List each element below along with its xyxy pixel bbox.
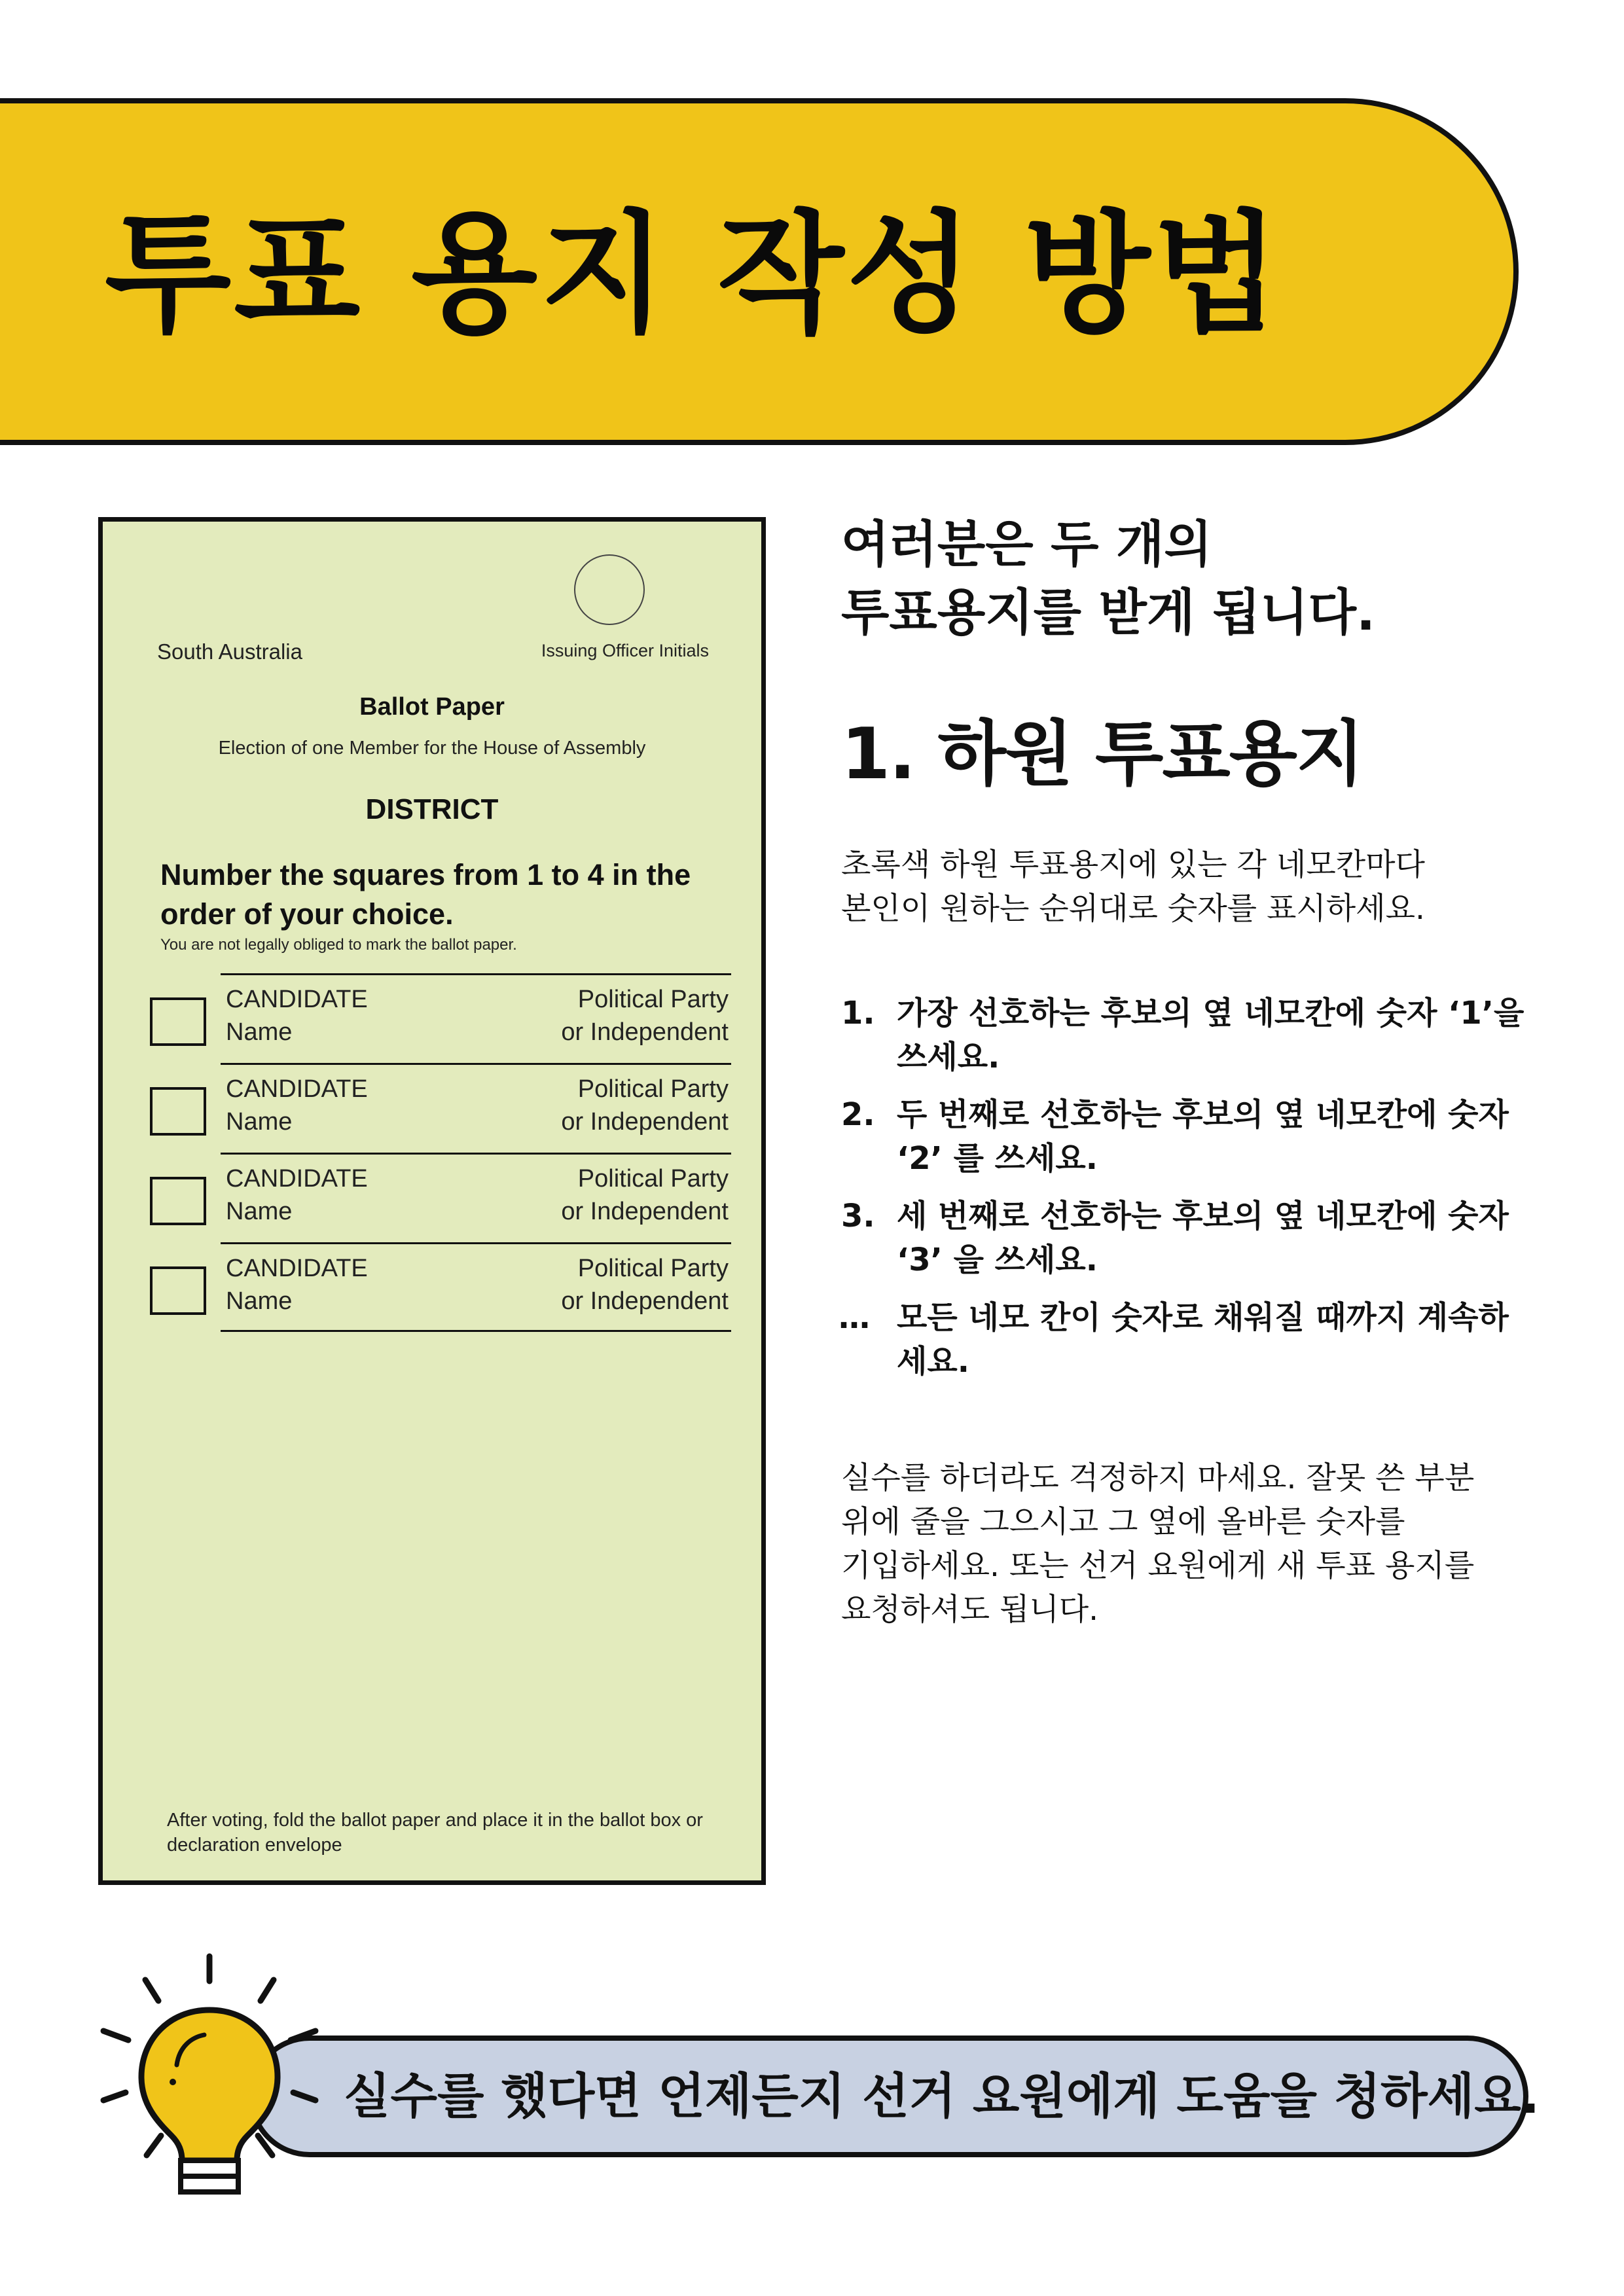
tip-text: 실수를 했다면 언제든지 선거 요원에게 도움을 청하세요. [344, 2068, 1540, 2125]
page-title: 투표 용지 작성 방법 [105, 198, 1282, 351]
section-title: 1. 하원 투표용지 [841, 713, 1363, 795]
candidate-checkbox [150, 1266, 206, 1315]
candidate-row [221, 1063, 731, 1153]
candidate-name: Name [226, 1287, 293, 1315]
paragraph-line: 실수를 하더라도 걱정하지 마세요. 잘못 쓴 부분 [841, 1460, 1475, 1496]
paragraph-line: 요청하셔도 됩니다. [841, 1592, 1099, 1628]
list-item [841, 1194, 1535, 1282]
intro-heading [841, 511, 1375, 647]
steps-list [841, 992, 1535, 1397]
paragraph-line: 초록색 하원 투표용지에 있는 각 네모칸마다 [841, 847, 1425, 883]
candidate-name: Name [226, 1018, 293, 1046]
candidate-independent: or Independent [561, 1287, 729, 1315]
candidate-party: Political Party [577, 1075, 729, 1103]
officer-initials-circle [574, 554, 645, 625]
candidate-checkbox [150, 997, 206, 1046]
ballot-subtitle: Election of one Member for the House of Assembly [218, 738, 646, 759]
candidate-checkbox [150, 1177, 206, 1225]
step-text: 가장 선호하는 후보의 옆 네모칸에 숫자 ‘1’을 쓰세요. [897, 995, 1525, 1075]
ballot-instruction: Number the squares from 1 to 4 in the order of your choice. [160, 858, 691, 931]
continue-ellipsis: … [839, 1299, 870, 1336]
intro-paragraph [841, 843, 1535, 931]
ballot-footnote: After voting, fold the ballot paper and place it in the ballot box or declaration envelope [167, 1810, 703, 1856]
paragraph-line: 본인이 원하는 순위대로 숫자를 표시하세요. [841, 891, 1425, 927]
ballot-title: Ballot Paper [359, 693, 505, 721]
candidate-party: Political Party [577, 986, 729, 1013]
ballot-district: DISTRICT [365, 793, 499, 825]
candidate-label: CANDIDATE [226, 1255, 368, 1282]
candidate-label: CANDIDATE [226, 1075, 368, 1103]
paragraph-line: 위에 줄을 그으시고 그 옆에 올바른 숫자를 [841, 1504, 1405, 1540]
step-number: 1. [841, 995, 875, 1031]
list-item [841, 1093, 1535, 1181]
list-item [841, 1296, 1535, 1384]
ballot-state: South Australia [157, 639, 302, 664]
paragraph-line: 기입하세요. 또는 선거 요원에게 새 투표 용지를 [841, 1548, 1475, 1584]
step-number: 3. [841, 1198, 875, 1234]
ballot-paper-illustration [98, 517, 766, 1885]
ballot-issuing-officer: Issuing Officer Initials [541, 641, 709, 660]
candidate-row [221, 1153, 731, 1242]
intro-line: 투표용지를 받게 됩니다. [841, 583, 1375, 641]
candidate-checkbox [150, 1087, 206, 1136]
candidate-label: CANDIDATE [226, 1165, 368, 1193]
candidate-independent: or Independent [561, 1018, 729, 1046]
candidate-party: Political Party [577, 1165, 729, 1193]
mistake-paragraph [841, 1456, 1535, 1632]
candidate-row [221, 973, 731, 1063]
list-item [841, 992, 1535, 1079]
step-text: 세 번째로 선호하는 후보의 옆 네모칸에 숫자 ‘3’ 을 쓰세요. [897, 1198, 1509, 1278]
step-number: 2. [841, 1096, 875, 1133]
intro-line: 여러분은 두 개의 [841, 515, 1212, 573]
step-text: 두 번째로 선호하는 후보의 옆 네모칸에 숫자 ‘2’ 를 쓰세요. [897, 1096, 1509, 1177]
candidate-name: Name [226, 1108, 293, 1136]
candidate-party: Political Party [577, 1255, 729, 1282]
ballot-legal-note: You are not legally obliged to mark the ballot paper. [160, 936, 517, 954]
continue-text: 모든 네모 칸이 숫자로 채워질 때까지 계속하세요. [897, 1299, 1509, 1380]
candidate-row [221, 1242, 731, 1332]
candidate-independent: or Independent [561, 1198, 729, 1225]
candidate-independent: or Independent [561, 1108, 729, 1136]
candidate-name: Name [226, 1198, 293, 1225]
candidate-label: CANDIDATE [226, 986, 368, 1013]
lightbulb-icon [92, 1947, 327, 2209]
